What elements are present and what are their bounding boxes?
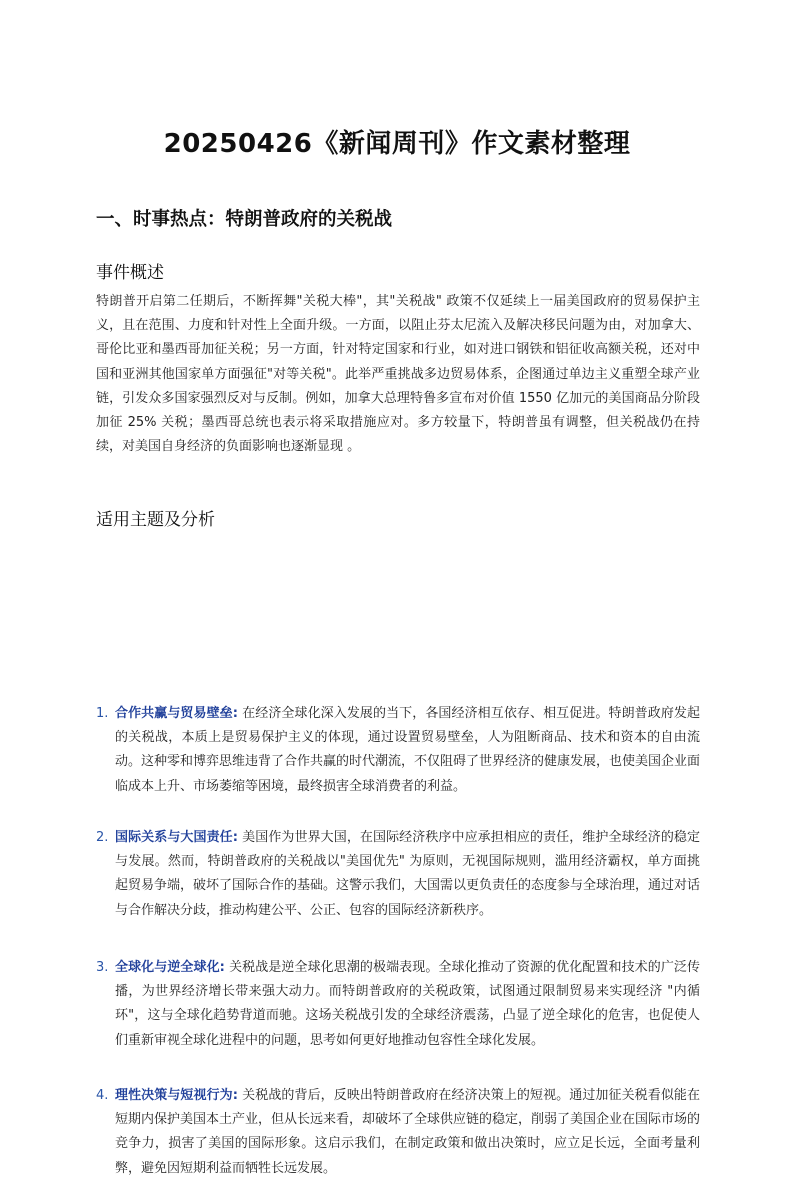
item-text: 关税战是逆全球化思潮的极端表现。全球化推动了资源的优化配置和技术的广泛传播，为世界经济增长带来强大动力。而特朗普政府的关税政策，试图通过限制贸易来实现经济 "内循环"，这与全球化趋势背道而驰。这场关税战引发的全球经济震荡，凸显了逆全球化的危害，也促使人们重新审视全球化进程中的问题，思考如何更好地推动包容性全球化发展。 (115, 960, 700, 1048)
analysis-item (96, 1084, 700, 1181)
item-number: 3. (96, 960, 109, 975)
item-text: 美国作为世界大国，在国际经济秩序中应承担相应的责任，维护全球经济的稳定与发展。然而，特朗普政府的关税战以"美国优先" 为原则，无视国际规则，滥用经济霸权，单方面挑起贸易争端，破坏了国际合作的基础。这警示我们，大国需以更负责任的态度参与全球治理，通过对话与合作解决分歧，推动构建公平、公正、包容的国际经济新秩序。 (115, 830, 701, 918)
analysis-item (96, 956, 700, 1053)
overview-heading: 事件概述 (96, 263, 164, 283)
section-heading-hot-topic: 一、时事热点：特朗普政府的关税战 (96, 209, 393, 230)
item-term: 全球化与逆全球化 (115, 960, 220, 975)
item-body (96, 1084, 700, 1181)
analysis-item (96, 826, 700, 923)
item-body (96, 956, 700, 1053)
item-separator: : (232, 1088, 238, 1103)
item-number: 1. (96, 706, 109, 721)
analysis-item (96, 702, 700, 799)
item-body (96, 826, 700, 923)
item-separator: : (232, 830, 238, 845)
item-text: 在经济全球化深入发展的当下，各国经济相互依存、相互促进。特朗普政府发起的关税战，本质上是贸易保护主义的体现，通过设置贸易壁垒，人为阻断商品、技术和资本的自由流动。这种零和博弈思维违背了合作共赢的时代潮流，不仅阻碍了世界经济的健康发展，也使美国企业面临成本上升、市场萎缩等困境，最终损害全球消费者的利益。 (115, 706, 701, 794)
item-term: 理性决策与短视行为 (115, 1088, 233, 1103)
overview-paragraph: 特朗普开启第二任期后，不断挥舞"关税大棒"，其"关税战" 政策不仅延续上一届美国政府的贸易保护主义，且在范围、力度和针对性上全面升级。一方面，以阻止芬太尼流入及解决移民问题为由，对加拿大、哥伦比亚和墨西哥加征关税；另一方面，针对特定国家和行业，如对进口钢铁和铝征收高额关税，还对中国和亚洲其他国家单方面强征"对等关税"。此举严重挑战多边贸易体系，企图通过单边主义重塑全球产业链，引发众多国家强烈反对与反制。例如，加拿大总理特鲁多宣布对价值 1550 亿加元的美国商品分阶段加征 25% 关税；墨西哥总统也表示将采取措施应对。多方较量下，特朗普虽有调整，但关税战仍在持续，对美国自身经济的负面影响也逐渐显现 。 (96, 294, 700, 455)
document-title: 20250426《新闻周刊》作文素材整理 (163, 129, 631, 159)
item-term: 合作共赢与贸易壁垒 (115, 706, 233, 721)
item-text: 关税战的背后，反映出特朗普政府在经济决策上的短视。通过加征关税看似能在短期内保护美国本土产业，但从长远来看，却破坏了全球供应链的稳定，削弱了美国企业在国际市场的竞争力，损害了美国的国际形象。这启示我们，在制定政策和做出决策时，应立足长远，全面考量利弊，避免因短期利益而牺牲长远发展。 (115, 1088, 701, 1176)
item-term: 国际关系与大国责任 (115, 830, 233, 845)
item-body (96, 702, 700, 799)
item-separator: : (219, 960, 225, 975)
analysis-heading: 适用主题及分析 (96, 510, 215, 530)
item-separator: : (232, 706, 238, 721)
item-number: 4. (96, 1088, 109, 1103)
item-number: 2. (96, 830, 109, 845)
